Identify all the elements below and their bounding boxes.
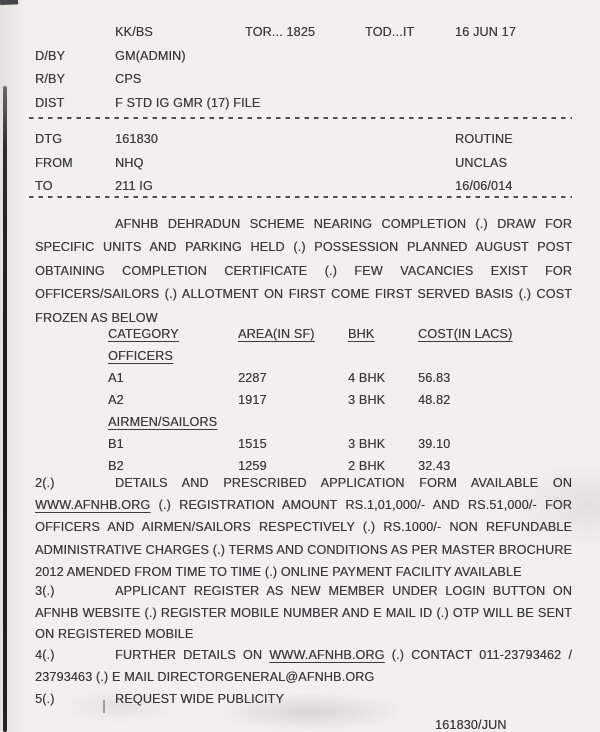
field-label: D/BY — [35, 48, 65, 63]
table-row — [108, 367, 572, 389]
para-line: OFFICERS/SAILORS (.) ALLOTMENT ON FIRST COME FIRST SERVED BASIS (.) COST — [35, 287, 572, 302]
para-line: DETAILS AND PRESCRIBED APPLICATION FORM AVAILABLE ON — [115, 475, 572, 490]
para-line: ON REGISTERED MOBILE — [35, 627, 194, 642]
table-row — [108, 433, 572, 455]
table-row — [108, 389, 572, 411]
para-line: FROZEN AS BELOW — [35, 310, 158, 325]
table-group-row-airmen-sailors — [108, 411, 572, 433]
scan-edge-artifact — [3, 86, 7, 732]
para-line: 23793463 (.) E MAIL DIRECTORGENERAL@AFNHB.ORG — [35, 669, 375, 684]
message-paragraph-1 — [35, 213, 572, 330]
cell-cost: 48.82 — [418, 392, 451, 407]
cell-category: A1 — [108, 370, 124, 385]
cell-category: B2 — [108, 458, 124, 473]
cell-bhk: 3 BHK — [348, 392, 386, 407]
header-top-row — [35, 21, 572, 45]
routing-row-to — [35, 175, 572, 199]
originator-ref: KK/BS — [115, 25, 153, 39]
col-header-category: CATEGORY — [108, 326, 179, 341]
col-header-cost: COST(IN LACS) — [418, 326, 513, 341]
field-value: GM(ADMIN) — [115, 48, 186, 63]
afnhb-url: WWW.AFNHB.ORG — [269, 647, 385, 662]
header-field-row-rby — [35, 68, 572, 92]
field-label: DTG — [35, 131, 63, 146]
tor-field: TOR... 1825 — [245, 25, 316, 39]
cell-area: 1515 — [238, 436, 267, 451]
scan-corner-artifact — [0, 0, 18, 5]
para-line — [35, 494, 572, 516]
para-number: 3(.) — [35, 583, 55, 598]
para-line-text: FURTHER DETAILS ON — [115, 647, 270, 662]
header-field-row-dist — [35, 92, 572, 116]
cell-area: 2287 — [238, 370, 267, 385]
table-group-row-officers — [108, 345, 572, 367]
para-number: 2(.) — [35, 475, 55, 490]
routing-row-dtg — [35, 128, 572, 152]
para-line: 2012 AMENDED FROM TIME TO TIME (.) ONLINE PAYMENT FACILITY AVAILABLE — [35, 564, 522, 579]
afnhb-url: WWW.AFNHB.ORG — [35, 498, 151, 513]
col-header-area: AREA(IN SF) — [238, 326, 315, 341]
group-label: AIRMEN/SAILORS — [108, 414, 218, 429]
cost-table — [108, 323, 572, 477]
para-line — [35, 644, 572, 666]
para-number: 5(.) — [35, 691, 55, 706]
para-line-text: (.) CONTACT 011-23793462 / — [384, 647, 572, 662]
header-field-row-dby — [35, 45, 572, 69]
routing-block — [35, 128, 572, 199]
cell-bhk: 3 BHK — [348, 436, 386, 451]
para-line: APPLICANT REGISTER AS NEW MEMBER UNDER LOGIN BUTTON ON — [115, 583, 572, 598]
message-paragraph-4 — [35, 644, 572, 688]
message-paragraph-5 — [35, 688, 572, 710]
col-header-bhk: BHK — [348, 326, 375, 341]
field-value: CPS — [115, 72, 142, 87]
cell-area: 1917 — [238, 392, 267, 407]
field-label: R/BY — [35, 72, 65, 87]
field-value: 161830 — [115, 131, 158, 146]
para-line: SPECIFIC UNITS AND PARKING HELD (.) POSSESSION PLANNED AUGUST POST — [35, 240, 572, 255]
document-content — [35, 0, 572, 732]
field-label: DIST — [35, 96, 65, 111]
para-line-text: (.) REGISTRATION AMOUNT RS.1,01,000/- AND RS.51,000/- FOR — [150, 498, 572, 513]
classification-value: UNCLAS — [455, 155, 507, 170]
cell-category: B1 — [108, 436, 124, 451]
para-line: AFNHB WEBSITE (.) REGISTER MOBILE NUMBER AND E MAIL ID (.) OTP WILL BE SENT — [35, 605, 572, 620]
para-line: AFNHB DEHRADUN SCHEME NEARING COMPLETION (.) DRAW FOR — [115, 216, 572, 231]
para-line: OFFICERS AND AIRMEN/SAILORS RESPECTIVELY (.) RS.1000/- NON REFUNDABLE — [35, 520, 572, 535]
header-spacer — [35, 21, 115, 45]
para-line: ADMINISTRATIVE CHARGES (.) TERMS AND CONDITIONS AS PER MASTER BROCHURE — [35, 542, 572, 557]
footer-dtg: 161830/JUN — [435, 717, 507, 732]
precedence-value: ROUTINE — [455, 131, 513, 146]
para-number: 4(.) — [35, 647, 55, 662]
field-value: F STD IG GMR (17) FILE — [115, 96, 261, 111]
cell-bhk: 4 BHK — [348, 370, 386, 385]
routing-row-from — [35, 152, 572, 176]
cell-category: A2 — [108, 392, 124, 407]
message-paragraph-3 — [35, 581, 572, 646]
cell-cost: 39.10 — [418, 436, 451, 451]
table-header-row — [108, 323, 572, 345]
group-label: OFFICERS — [108, 348, 173, 363]
header-date: 16 JUN 17 — [455, 25, 516, 39]
date-value: 16/06/014 — [455, 179, 513, 194]
cell-area: 1259 — [238, 458, 267, 473]
field-value: 211 IG — [115, 179, 153, 194]
field-label: FROM — [35, 155, 73, 170]
cell-bhk: 2 BHK — [348, 458, 386, 473]
cell-cost: 32.43 — [418, 458, 451, 473]
cell-cost: 56.83 — [418, 370, 451, 385]
para-line: OBTAINING COMPLETION CERTIFICATE (.) FEW VACANCIES EXIST FOR — [35, 263, 572, 278]
dashed-separator-top — [29, 117, 572, 119]
field-value: NHQ — [115, 155, 144, 170]
field-label: TO — [35, 179, 53, 194]
message-paragraph-2 — [35, 472, 572, 583]
para-line: REQUEST WIDE PUBLICITY — [115, 691, 284, 706]
tod-field: TOD...IT — [365, 25, 415, 39]
